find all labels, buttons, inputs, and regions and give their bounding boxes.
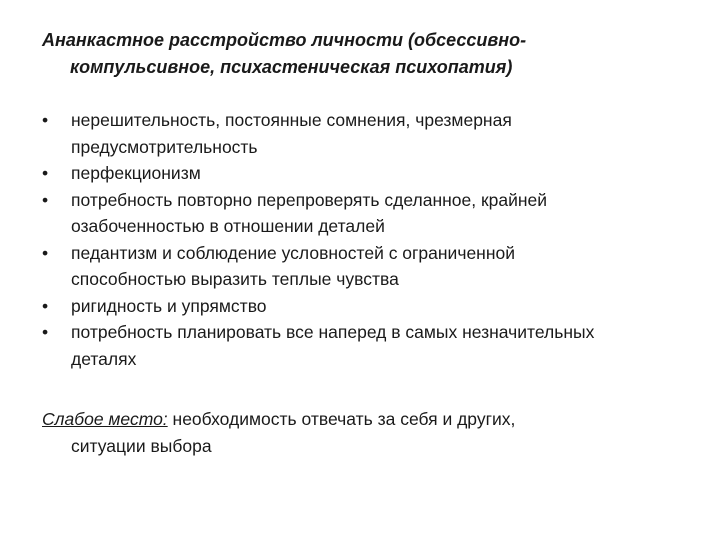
- list-item-text-continued: озабоченностью в отношении деталей: [71, 216, 385, 236]
- weak-point-label: Слабое место:: [42, 409, 168, 429]
- list-item-text-continued: деталях: [71, 348, 137, 369]
- list-item-text-continued: способностью выразить теплые чувства: [71, 269, 399, 289]
- weak-point: [42, 406, 662, 459]
- list-item: [42, 187, 692, 240]
- list-item-text: перфекционизм: [71, 163, 201, 183]
- bullet-icon: •: [42, 163, 49, 183]
- bullet-icon: •: [42, 322, 49, 342]
- bullet-icon: •: [42, 189, 49, 210]
- title-line-2: компульсивное, психастеническая психопатия): [70, 57, 513, 77]
- weak-point-text: необходимость отвечать за себя и других,: [167, 409, 516, 429]
- list-item: [42, 293, 692, 320]
- list-item: [42, 107, 692, 160]
- list-item-text: педантизм и соблюдение условностей с ограниченной: [71, 242, 516, 263]
- list-item-text: ригидность и упрямство: [71, 295, 267, 316]
- bullet-icon: •: [42, 295, 49, 316]
- list-item: [42, 319, 692, 372]
- list-item-text-continued: предусмотрительность: [71, 136, 258, 157]
- list-item-text: потребность повторно перепроверять сделанное, крайней: [71, 189, 548, 210]
- list-item-text: нерешительность, постоянные сомнения, чрезмерная: [71, 110, 512, 130]
- weak-point-text-continued: ситуации выбора: [71, 435, 212, 456]
- bullet-list: [42, 107, 692, 372]
- list-item: [42, 240, 692, 293]
- bullet-icon: •: [42, 242, 49, 263]
- list-item: [42, 160, 692, 187]
- title-line-1: Ананкастное расстройство личности (обсессивно-: [42, 30, 527, 50]
- slide-title: [42, 27, 682, 81]
- bullet-icon: •: [42, 110, 49, 130]
- list-item-text: потребность планировать все наперед в самых незначительных: [71, 322, 595, 342]
